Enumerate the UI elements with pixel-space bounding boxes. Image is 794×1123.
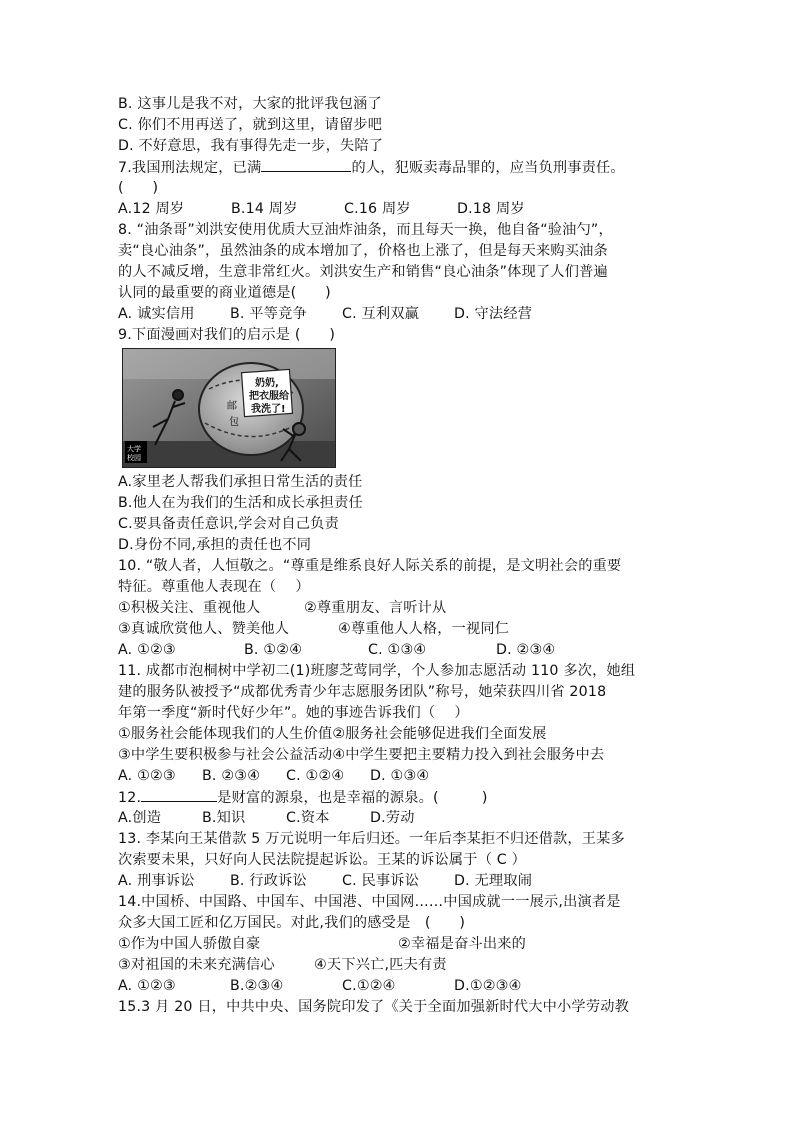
fill-blank xyxy=(261,157,351,172)
option-a: A. ①②③ xyxy=(118,642,176,658)
option-c: C. ①②④ xyxy=(286,768,345,784)
option-d: D. ①③④ xyxy=(370,768,430,784)
q14-options xyxy=(118,976,698,997)
q11-options xyxy=(118,766,698,787)
option-d: D.身份不同,承担的责任也不同 xyxy=(118,537,312,553)
bag-label-2: 包 xyxy=(229,417,239,428)
option-d: D.①②③④ xyxy=(454,978,522,994)
corner-label-2: 校园 xyxy=(127,454,141,462)
statement-item: ②尊重朋友、言听计从 xyxy=(304,600,447,616)
bubble-text-1: 奶奶, xyxy=(255,378,279,389)
q7-suffix: 的人，犯贩卖毒品罪的，应当负刑事责任。 xyxy=(351,160,625,176)
question-12-stem xyxy=(118,787,698,808)
q14-items-row xyxy=(118,955,698,976)
option-b: B. ②③④ xyxy=(202,768,261,784)
cartoon-illustration xyxy=(123,349,335,467)
option-b: B.14 周岁 xyxy=(231,201,298,217)
statement-item: ③真诚欣赏他人、赞美他人 xyxy=(118,621,290,637)
question-8-stem: 8. “油条哥”刘洪安使用优质大豆油炸油条，而且每天一换，他自备“验油勺”， xyxy=(118,222,613,238)
option-d: D. 无理取闹 xyxy=(454,873,533,889)
statement-item: ④尊重他人人格，一视同仁 xyxy=(338,621,510,637)
question-8-stem: 的人不减反增，生意非常红火。刘洪安生产和销售“良心油条”体现了人们普遍 xyxy=(118,264,608,280)
option-c: C. 民事诉讼 xyxy=(342,873,420,889)
option-line: D. 不好意思，我有事得先走一步，失陪了 xyxy=(118,138,384,154)
statement-item: ②幸福是奋斗出来的 xyxy=(398,936,527,952)
statement-item: ①积极关注、重视他人 xyxy=(118,600,261,616)
q10-options xyxy=(118,640,698,661)
question-9-stem: 9.下面漫画对我们的启示是 ( ) xyxy=(118,327,336,343)
option-d: D. 守法经营 xyxy=(454,306,533,322)
question-11-stem: 建的服务队被授予“成都优秀青少年志愿服务团队”称号，她荣获四川省 2018 xyxy=(118,684,607,700)
option-a: A. 刑事诉讼 xyxy=(118,873,195,889)
option-a: A.家里老人帮我们承担日常生活的责任 xyxy=(118,474,363,490)
option-b: B. ①②④ xyxy=(244,642,303,658)
question-8-stem: 卖“良心油条”，虽然油条的成本增加了，价格也上涨了，但是每天来购买油条 xyxy=(118,243,608,259)
bubble-text-3: 我洗了! xyxy=(251,404,286,415)
option-d: D.劳动 xyxy=(370,810,415,826)
cartoon-image xyxy=(122,348,336,468)
option-b: B.他人在为我们的生活和成长承担责任 xyxy=(118,495,363,511)
q7-answer-paren: ( ) xyxy=(118,180,159,196)
statement-line: ③中学生要积极参与社会公益活动④中学生要把主要精力投入到社会服务中去 xyxy=(118,747,605,763)
statement-line: ①服务社会能体现我们的人生价值②服务社会能够促进我们全面发展 xyxy=(118,726,547,742)
q7-options xyxy=(118,199,698,220)
option-a: A. ①②③ xyxy=(118,978,176,994)
question-11-stem: 11. 成都市泡桐树中学初二(1)班廖芝莺同学，个人参加志愿活动 110 多次，她组 xyxy=(118,663,636,679)
q12-prefix: 12. xyxy=(118,790,142,806)
question-7-stem xyxy=(118,157,698,178)
question-10-stem: 特征。尊重他人表现在（ ） xyxy=(118,579,310,595)
question-14-stem: 众多大国工匠和亿万国民。对此,我们的感受是 ( ) xyxy=(118,915,466,931)
fill-blank xyxy=(141,787,217,802)
q12-suffix: 是财富的源泉，也是幸福的源泉。( ) xyxy=(217,790,488,806)
option-line: B. 这事儿是我不对，大家的批评我包涵了 xyxy=(118,96,382,112)
question-8-stem: 认同的最重要的商业道德是( ) xyxy=(118,285,331,301)
question-15-stem: 15.3 月 20 日，中共中央、国务院印发了《关于全面加强新时代大中小学劳动教 xyxy=(118,999,629,1015)
statement-item: ③对祖国的未来充满信心 xyxy=(118,957,275,973)
option-c: C. 互利双赢 xyxy=(342,306,420,322)
question-11-stem: 年第一季度“新时代好少年”。她的事迹告诉我们（ ） xyxy=(118,705,469,721)
option-b: B. 平等竞争 xyxy=(230,306,307,322)
option-c: C.资本 xyxy=(286,810,330,826)
q13-options xyxy=(118,871,698,892)
option-a: A.创造 xyxy=(118,810,162,826)
q7-prefix: 7.我国刑法规定，已满 xyxy=(118,160,262,176)
bubble-text-2: 把衣服给 xyxy=(249,391,289,402)
exam-page xyxy=(118,94,698,1018)
q10-items-row xyxy=(118,598,698,619)
option-a: A. 诚实信用 xyxy=(118,306,195,322)
statement-item: ④天下兴亡,匹夫有责 xyxy=(314,957,447,973)
option-line: C. 你们不用再送了，就到这里，请留步吧 xyxy=(118,117,383,133)
statement-item: ①作为中国人骄傲自豪 xyxy=(118,936,261,952)
q10-items-row xyxy=(118,619,698,640)
question-13-stem: 次索要未果，只好向人民法院提起诉讼。王某的诉讼属于（ C ） xyxy=(118,852,526,868)
option-a: A. ①②③ xyxy=(118,768,176,784)
corner-label-1: 大学 xyxy=(127,445,141,453)
option-b: B.②③④ xyxy=(230,978,284,994)
option-b: B. 行政诉讼 xyxy=(230,873,307,889)
question-13-stem: 13. 李某向王某借款 5 万元说明一年后归还。一年后李某拒不归还借款，王某多 xyxy=(118,831,625,847)
option-c: C.要具备责任意识,学会对自己负责 xyxy=(118,516,339,532)
q14-items-row xyxy=(118,934,698,955)
q12-options xyxy=(118,808,698,829)
bag-label-1: 邮 xyxy=(227,401,237,412)
question-10-stem: 10. “敬人者，人恒敬之。“尊重是维系良好人际关系的前提，是文明社会的重要 xyxy=(118,558,622,574)
question-14-stem: 14.中国桥、中国路、中国车、中国港、中国网……中国成就一一展示,出演者是 xyxy=(118,894,621,910)
option-c: C.16 周岁 xyxy=(344,201,411,217)
option-a: A.12 周岁 xyxy=(118,201,185,217)
option-d: D.18 周岁 xyxy=(457,201,525,217)
option-c: C. ①③④ xyxy=(368,642,427,658)
option-b: B.知识 xyxy=(202,810,246,826)
option-d: D. ②③④ xyxy=(496,642,556,658)
q8-options xyxy=(118,304,698,325)
option-c: C.①②④ xyxy=(342,978,396,994)
